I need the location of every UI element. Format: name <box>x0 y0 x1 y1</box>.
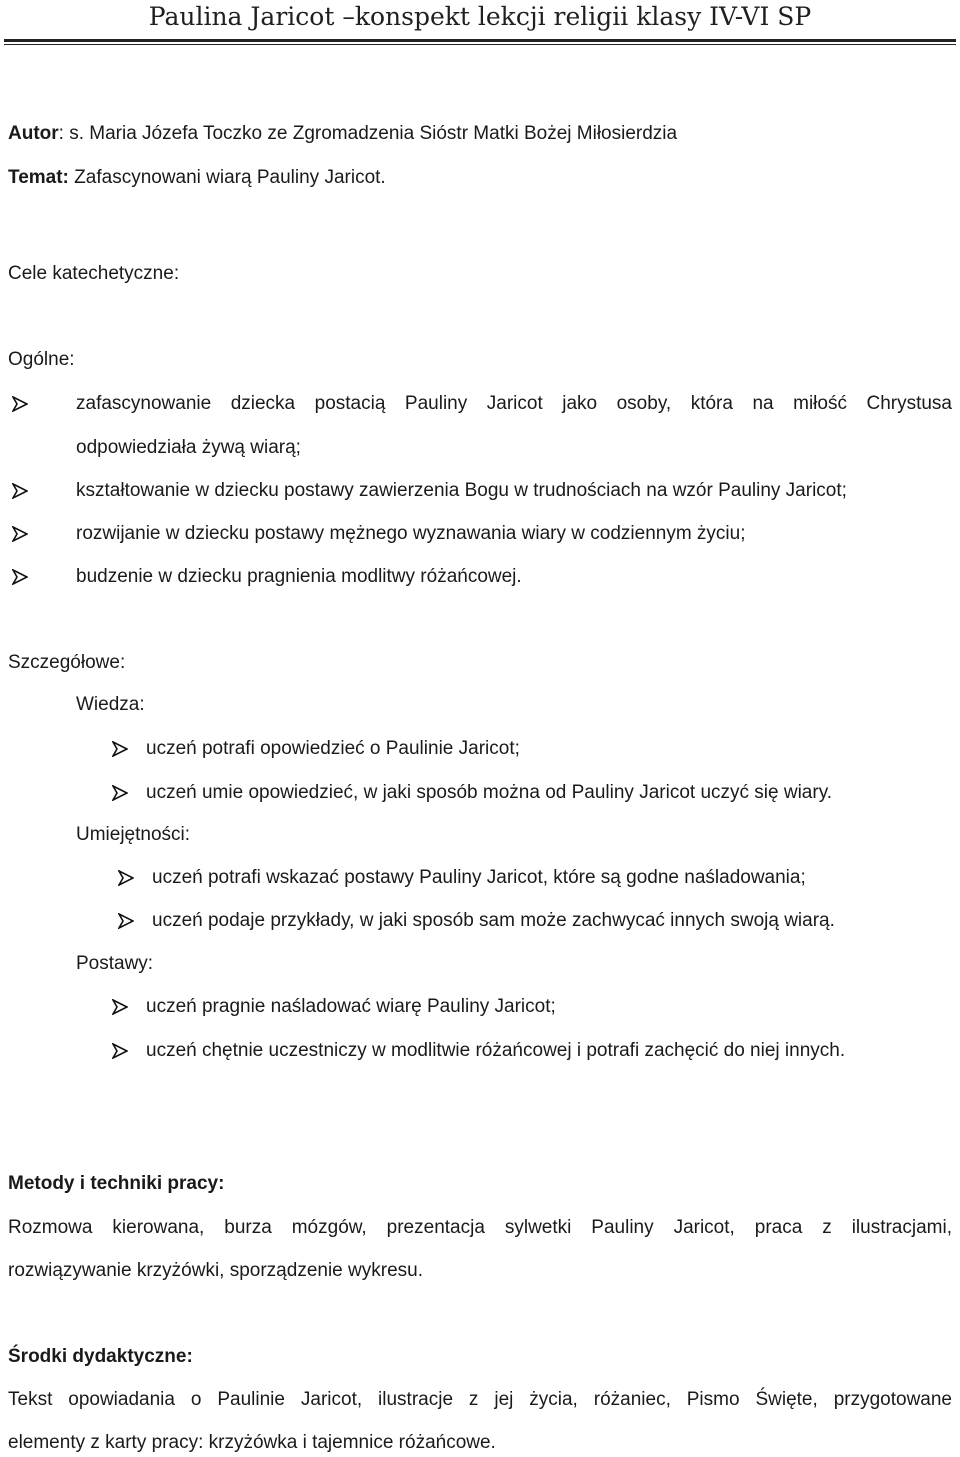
methods-text-line-2: rozwiązywanie krzyżówki, sporządzenie wykresu. <box>8 1260 423 1281</box>
list-item-continuation: odpowiedziała żywą wiarą; <box>76 437 301 458</box>
arrowhead-bullet-icon <box>12 396 28 412</box>
list-item-text: uczeń chętnie uczestniczy w modlitwie różańcowej i potrafi zachęcić do niej innych. <box>146 1040 846 1061</box>
arrowhead-bullet-icon <box>12 569 28 585</box>
list-item-text: rozwijanie w dziecku postawy mężnego wyznawania wiary w codziennym życiu; <box>76 523 746 544</box>
arrowhead-bullet-icon <box>112 741 128 757</box>
header-divider-thin <box>4 44 956 45</box>
header-divider-thick <box>4 39 956 42</box>
attitudes-heading: Postawy: <box>76 953 154 974</box>
goals-heading: Cele katechetyczne: <box>8 263 180 284</box>
list-item-text: uczeń podaje przykłady, w jaki sposób sam może zachwycać innych swoją wiarą. <box>152 910 835 931</box>
arrowhead-bullet-icon <box>112 1043 128 1059</box>
knowledge-heading: Wiedza: <box>76 694 145 715</box>
resources-text-line-2: elementy z karty pracy: krzyżówka i tajemnice różańcowe. <box>8 1432 496 1453</box>
arrowhead-bullet-icon <box>118 870 134 886</box>
resources-heading: Środki dydaktyczne: <box>8 1346 193 1367</box>
general-goals-heading: Ogólne: <box>8 349 75 370</box>
arrowhead-bullet-icon <box>118 913 134 929</box>
list-item-text: uczeń potrafi wskazać postawy Pauliny Jaricot, które są godne naśladowania; <box>152 867 806 888</box>
methods-text-line-1: Rozmowa kierowana, burza mózgów, prezentacja sylwetki Pauliny Jaricot, praca z ilustracjami, <box>8 1217 952 1238</box>
topic-label: Temat: <box>8 167 69 188</box>
arrowhead-bullet-icon <box>112 785 128 801</box>
list-item-text: zafascynowanie dziecka postacią Pauliny Jaricot jako osoby, która na miłość Chrystusa <box>76 393 952 414</box>
list-item-text: uczeń pragnie naśladować wiarę Pauliny Jaricot; <box>146 996 556 1017</box>
topic-value: Zafascynowani wiarą Pauliny Jaricot. <box>68 167 386 188</box>
topic-line <box>8 166 386 190</box>
list-item-text: uczeń potrafi opowiedzieć o Paulinie Jaricot; <box>146 738 520 759</box>
author-value: : s. Maria Józefa Toczko ze Zgromadzenia Sióstr Matki Bożej Miłosierdzia <box>58 123 678 144</box>
methods-heading: Metody i techniki pracy: <box>8 1173 225 1194</box>
detailed-goals-heading: Szczegółowe: <box>8 652 126 673</box>
arrowhead-bullet-icon <box>12 526 28 542</box>
author-label: Autor <box>8 123 59 144</box>
arrowhead-bullet-icon <box>12 483 28 499</box>
arrowhead-bullet-icon <box>112 999 128 1015</box>
list-item-text: kształtowanie w dziecku postawy zawierzenia Bogu w trudnościach na wzór Pauliny Jaricot; <box>76 480 847 501</box>
skills-heading: Umiejętności: <box>76 824 191 845</box>
page-title: Paulina Jaricot –konspekt lekcji religii klasy IV-VI SP <box>148 2 812 31</box>
list-item-text: uczeń umie opowiedzieć, w jaki sposób można od Pauliny Jaricot uczyć się wiary. <box>146 782 833 803</box>
resources-text-line-1: Tekst opowiadania o Paulinie Jaricot, ilustracje z jej życia, różaniec, Pismo Święte, przygotowane <box>8 1389 952 1410</box>
author-line <box>8 122 677 146</box>
list-item-text: budzenie w dziecku pragnienia modlitwy różańcowej. <box>76 566 522 587</box>
